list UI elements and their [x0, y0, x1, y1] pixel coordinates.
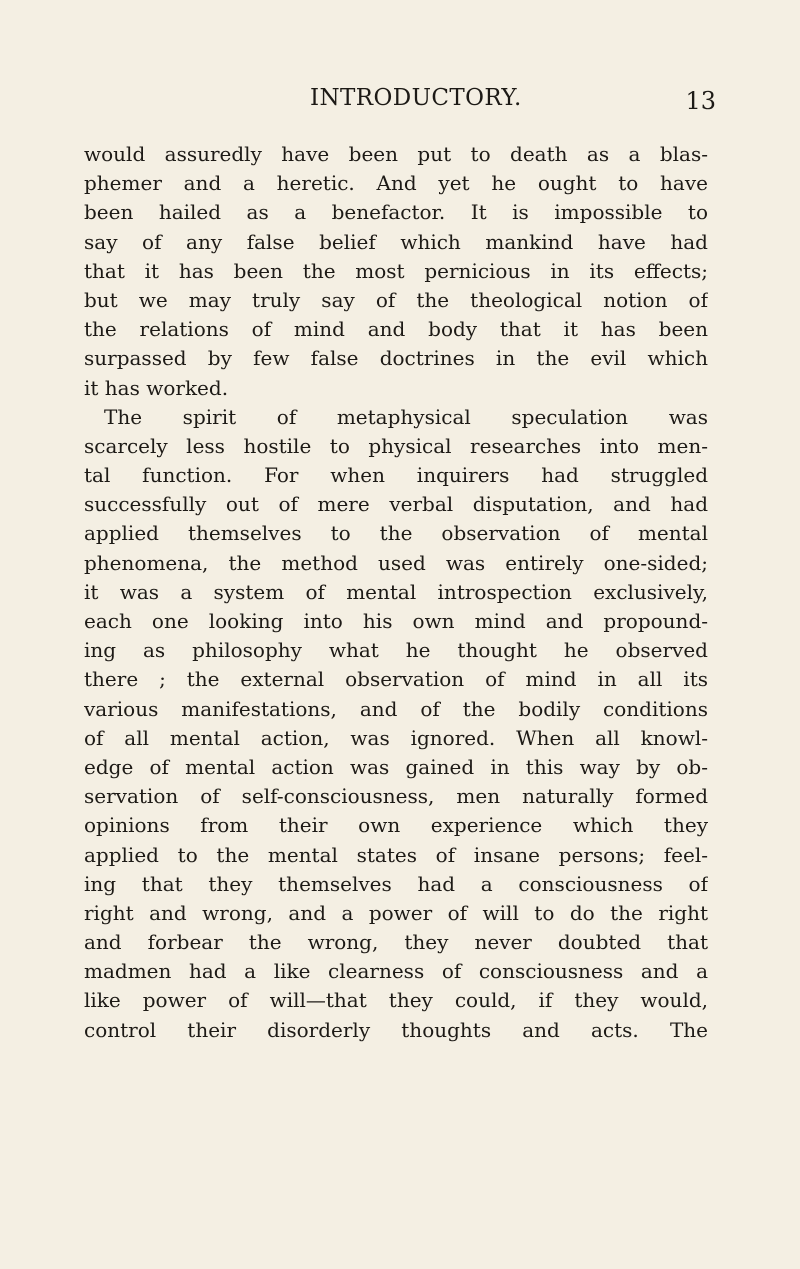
page-number: 13: [685, 87, 716, 115]
text-line: control their disorderly thoughts and acts. The: [84, 1017, 708, 1042]
text-line: surpassed by few false doctrines in the evil which: [84, 346, 708, 371]
text-line: madmen had a like clearness of consciousness and a: [84, 959, 708, 984]
text-line: opinions from their own experience which they: [84, 813, 708, 838]
text-line: been hailed as a benefactor. It is impossible to: [84, 200, 708, 225]
text-line: the relations of mind and body that it has been: [84, 317, 708, 342]
text-line: but we may truly say of the theological notion of: [84, 287, 708, 312]
chapter-title: INTRODUCTORY.: [310, 85, 522, 111]
text-line: say of any false belief which mankind have had: [84, 229, 708, 254]
text-line: phemer and a heretic. And yet he ought to have: [84, 171, 708, 196]
text-line: tal function. For when inquirers had struggled: [84, 463, 708, 488]
text-line: applied themselves to the observation of mental: [84, 521, 708, 546]
text-line: it was a system of mental introspection exclusively,: [84, 579, 708, 604]
running-head: [0, 83, 800, 119]
text-line: successfully out of mere verbal disputation, and had: [84, 492, 708, 517]
text-line: applied to the mental states of insane persons; feel-: [84, 842, 708, 867]
body-text: [84, 140, 708, 1045]
text-line: would assuredly have been put to death as a blas-: [84, 142, 708, 166]
text-line: right and wrong, and a power of will to do the right: [84, 900, 708, 925]
text-line: like power of will—that they could, if they would,: [84, 988, 708, 1013]
text-line: that it has been the most pernicious in its effects;: [84, 258, 708, 283]
text-line: various manifestations, and of the bodily conditions: [84, 696, 708, 721]
text-line: there ; the external observation of mind in all its: [84, 667, 708, 692]
text-line: each one looking into his own mind and propound-: [84, 609, 708, 633]
text-line: ing that they themselves had a consciousness of: [84, 871, 708, 896]
text-line: of all mental action, was ignored. When all knowl-: [84, 725, 708, 750]
text-line: ing as philosophy what he thought he observed: [84, 638, 708, 663]
text-line: and forbear the wrong, they never doubted that: [84, 930, 708, 955]
text-line-paragraph-start: The spirit of metaphysical speculation was: [104, 404, 708, 429]
text-line: edge of mental action was gained in this way by ob-: [84, 754, 708, 779]
text-line: phenomena, the method used was entirely one-sided;: [84, 550, 708, 575]
text-line: servation of self-consciousness, men naturally formed: [84, 784, 708, 809]
text-line-paragraph-end: it has worked.: [84, 375, 229, 400]
text-line: scarcely less hostile to physical researches into men-: [84, 433, 708, 458]
